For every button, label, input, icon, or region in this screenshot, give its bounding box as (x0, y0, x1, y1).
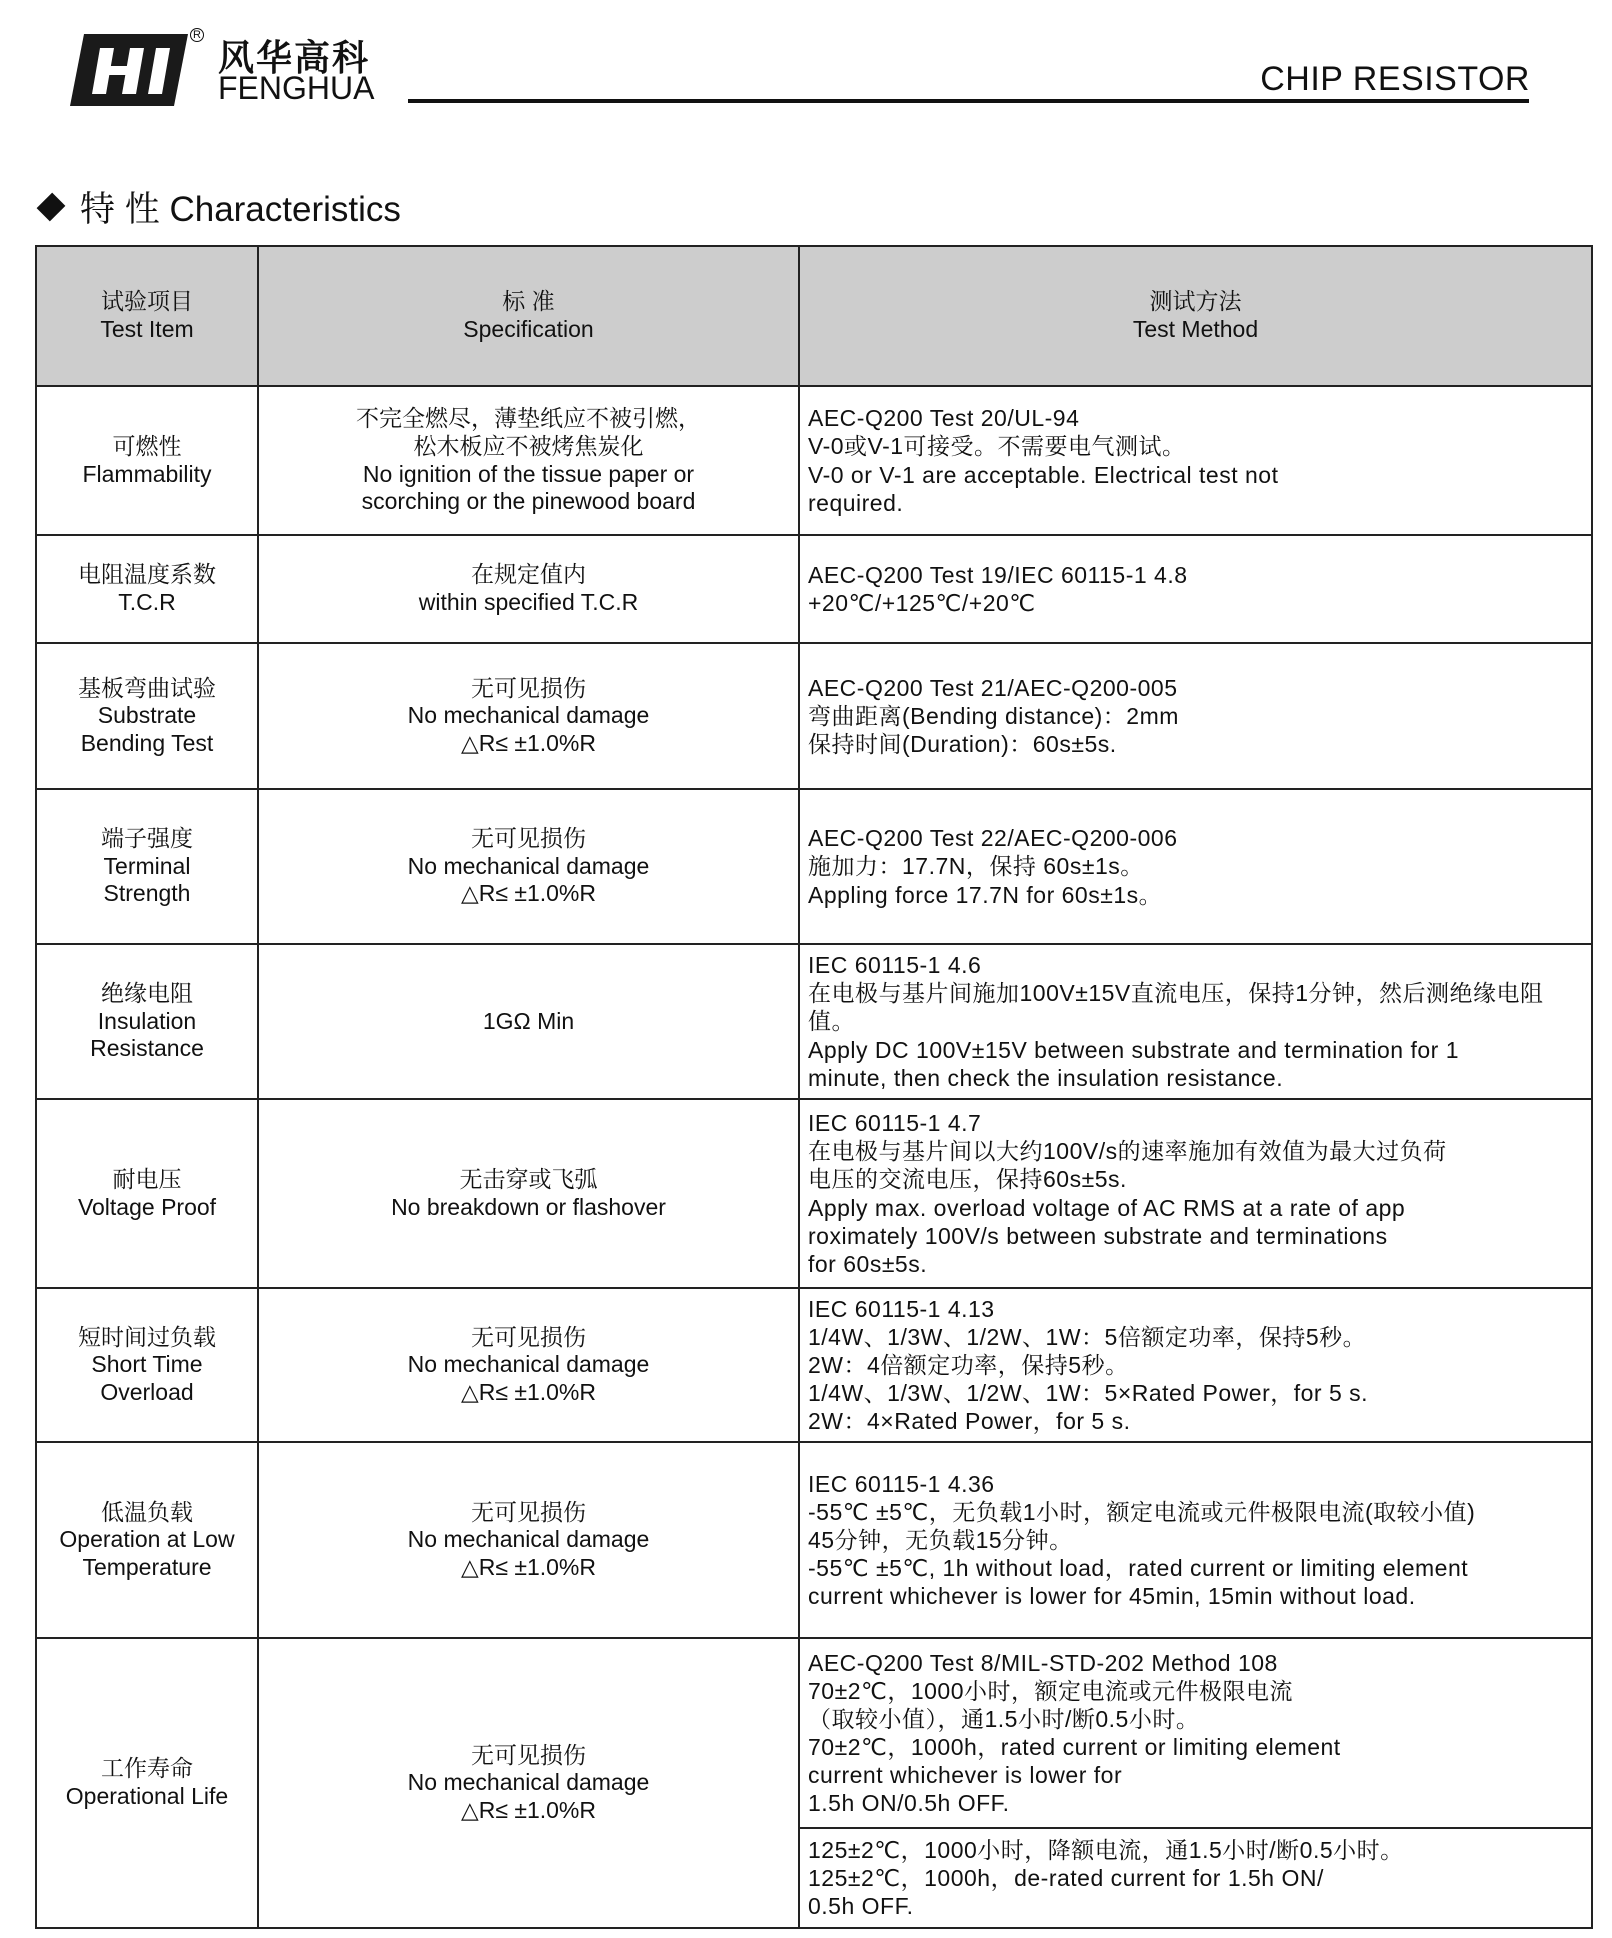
cell-line: Short Time (91, 1351, 203, 1378)
cell-line: 无可见损伤 (471, 674, 586, 701)
cell-line: 施加力：17.7N，保持 60s±1s。 (808, 853, 1144, 880)
test-method-cell (799, 1828, 1592, 1928)
cell-line: 无可见损伤 (471, 1498, 586, 1525)
diamond-bullet-icon (37, 193, 66, 222)
test-item-cell (36, 1288, 258, 1442)
cell-line: 2W：4倍额定功率，保持5秒。 (808, 1351, 1129, 1378)
fenghua-logo-mark-icon (70, 34, 188, 106)
test-method-cell (799, 789, 1592, 944)
test-item-cell (36, 944, 258, 1099)
cell-line: 工作寿命 (101, 1755, 193, 1782)
cell-line: Terminal (103, 852, 191, 879)
specification-cell (258, 386, 799, 535)
cell-line: 2W：4×Rated Power，for 5 s. (808, 1408, 1131, 1435)
cell-line: current whichever is lower for (808, 1762, 1123, 1789)
cell-line: IEC 60115-1 4.13 (808, 1295, 995, 1322)
cell-line: 可燃性 (112, 432, 182, 459)
test-method-cell (799, 386, 1592, 535)
cell-line: 短时间过负载 (78, 1323, 216, 1350)
fenghua-logo (70, 28, 400, 108)
table-row (36, 535, 1592, 643)
test-item-cell (36, 1099, 258, 1288)
cell-line: 0.5h OFF. (808, 1893, 914, 1920)
cell-line: T.C.R (118, 589, 176, 615)
column-header (799, 246, 1592, 386)
cell-line: △R≤ ±1.0%R (461, 1378, 596, 1405)
cell-line: Appling force 17.7N for 60s±1s。 (808, 881, 1163, 908)
cell-line: 电阻温度系数 (78, 561, 216, 588)
table-row (36, 944, 1592, 1099)
cell-line: AEC-Q200 Test 20/UL-94 (808, 405, 1080, 432)
cell-line: No mechanical damage (407, 1769, 650, 1796)
cell-line: 1/4W、1/3W、1/2W、1W：5倍额定功率，保持5秒。 (808, 1323, 1367, 1350)
cell-line: △R≤ ±1.0%R (461, 729, 596, 756)
specification-cell (258, 1099, 799, 1288)
cell-line: 在电极与基片间施加100V±15V直流电压，保持1分钟，然后测绝缘电阻值。 (808, 980, 1544, 1035)
table-row (36, 1099, 1592, 1288)
specification-cell (258, 789, 799, 944)
cell-line: 耐电压 (112, 1165, 182, 1192)
test-method-cell (799, 1288, 1592, 1442)
cell-line: Substrate (97, 702, 197, 729)
cell-line: for 60s±5s. (808, 1250, 928, 1277)
cell-line: 1/4W、1/3W、1/2W、1W：5×Rated Power，for 5 s. (808, 1380, 1369, 1407)
cell-line: current whichever is lower for 45min, 15min without load. (808, 1583, 1416, 1610)
cell-line: AEC-Q200 Test 21/AEC-Q200-005 (808, 674, 1178, 701)
cell-line: scorching or the pinewood board (361, 488, 696, 515)
cell-line: 70±2℃，1000小时，额定电流或元件极限电流 (808, 1677, 1293, 1704)
cell-line: V-0 or V-1 are acceptable. Electrical test not (808, 461, 1279, 488)
cell-line: 不完全燃尽，薄垫纸应不被引燃， (356, 405, 701, 432)
brand-name-cn: 风华高科 (218, 37, 371, 78)
brand-name-en: FENGHUA (218, 70, 375, 106)
cell-line: 低温负载 (101, 1498, 193, 1525)
column-header-en: Test Method (1132, 316, 1259, 342)
section-title: 特 性 Characteristics (80, 190, 401, 229)
cell-line: 在电极与基片间以大约100V/s的速率施加有效值为最大过负荷 (808, 1138, 1447, 1165)
column-header-en: Test Item (100, 316, 194, 342)
cell-line: No breakdown or flashover (391, 1193, 666, 1220)
test-item-cell (36, 643, 258, 789)
cell-line: Resistance (90, 1035, 204, 1062)
cell-line: No mechanical damage (407, 702, 650, 729)
cell-line: 1GΩ Min (482, 1007, 575, 1034)
document-title: CHIP RESISTOR (1260, 60, 1530, 98)
cell-line: V-0或V-1可接受。不需要电气测试。 (808, 433, 1186, 460)
section-heading (40, 182, 401, 232)
test-method-cell (799, 535, 1592, 643)
table-row (36, 1442, 1592, 1638)
cell-line: roximately 100V/s between substrate and terminations (808, 1222, 1388, 1249)
cell-line: 无可见损伤 (471, 1323, 586, 1350)
cell-line: 端子强度 (101, 825, 193, 852)
table-row (36, 1638, 1592, 1828)
cell-line: 125±2℃，1000h，de-rated current for 1.5h ON/ (808, 1864, 1324, 1891)
cell-line: 1.5h ON/0.5h OFF. (808, 1790, 1010, 1817)
cell-line: IEC 60115-1 4.7 (808, 1110, 982, 1137)
cell-line: AEC-Q200 Test 8/MIL-STD-202 Method 108 (808, 1649, 1278, 1676)
test-method-cell (799, 1099, 1592, 1288)
table-row (36, 789, 1592, 944)
cell-line: -55℃ ±5℃，无负载1小时，额定电流或元件极限电流(取较小值) (808, 1498, 1476, 1525)
cell-line: 松木板应不被烤焦炭化 (413, 432, 644, 459)
specification-cell (258, 643, 799, 789)
cell-line: 在规定值内 (471, 561, 586, 588)
test-item-cell (36, 535, 258, 643)
header-divider (408, 99, 1529, 103)
cell-line: Operation at Low (59, 1526, 235, 1553)
cell-line: Operational Life (65, 1783, 229, 1809)
test-item-cell (36, 386, 258, 535)
cell-line: required. (808, 489, 904, 516)
test-method-cell (799, 1442, 1592, 1638)
registered-mark: R (190, 28, 204, 42)
cell-line: 弯曲距离(Bending distance)：2mm (808, 702, 1179, 729)
cell-line: Temperature (82, 1553, 212, 1580)
test-method-cell (799, 944, 1592, 1099)
cell-line: No ignition of the tissue paper or (362, 460, 695, 487)
test-item-cell (36, 1442, 258, 1638)
test-method-cell (799, 1638, 1592, 1828)
cell-line: 电压的交流电压，保持60s±5s. (808, 1166, 1127, 1193)
cell-line: -55℃ ±5℃, 1h without load，rated current or limiting element (808, 1555, 1469, 1582)
cell-line: 绝缘电阻 (101, 980, 193, 1007)
cell-line: （取较小值），通1.5小时/断0.5小时。 (808, 1705, 1200, 1732)
cell-line: 无可见损伤 (471, 825, 586, 852)
cell-line: 基板弯曲试验 (78, 674, 216, 701)
characteristics-table (35, 245, 1593, 1929)
cell-line: No mechanical damage (407, 852, 650, 879)
cell-line: No mechanical damage (407, 1526, 650, 1553)
cell-line: Strength (103, 880, 191, 907)
column-header-en: Specification (463, 316, 594, 342)
cell-line: Apply DC 100V±15V between substrate and termination for 1 (808, 1036, 1459, 1063)
cell-line: △R≤ ±1.0%R (461, 880, 596, 907)
cell-line: Bending Test (80, 729, 214, 756)
cell-line: IEC 60115-1 4.36 (808, 1470, 995, 1497)
cell-line: Insulation (97, 1007, 197, 1034)
column-header-cn: 标 准 (502, 288, 555, 315)
cell-line: IEC 60115-1 4.6 (808, 952, 982, 979)
table-row (36, 643, 1592, 789)
cell-line: Apply max. overload voltage of AC RMS at a rate of app (808, 1194, 1406, 1221)
cell-line: AEC-Q200 Test 19/IEC 60115-1 4.8 (808, 561, 1188, 588)
cell-line: Voltage Proof (77, 1193, 217, 1220)
table-row (36, 386, 1592, 535)
specification-cell (258, 1638, 799, 1928)
cell-line: No mechanical damage (407, 1351, 650, 1378)
specification-cell (258, 1288, 799, 1442)
cell-line: △R≤ ±1.0%R (461, 1796, 596, 1823)
column-header (36, 246, 258, 386)
column-header-cn: 测试方法 (1149, 288, 1242, 315)
cell-line: within specified T.C.R (418, 589, 639, 615)
cell-line: minute, then check the insulation resistance. (808, 1064, 1284, 1091)
cell-line: △R≤ ±1.0%R (461, 1553, 596, 1580)
specification-cell (258, 944, 799, 1099)
cell-line: Overload (100, 1378, 194, 1405)
specification-cell (258, 1442, 799, 1638)
cell-line: 无可见损伤 (471, 1741, 586, 1768)
cell-line: +20℃/+125℃/+20℃ (808, 590, 1036, 616)
table-header-row (36, 246, 1592, 386)
cell-line: Flammability (82, 460, 212, 487)
cell-line: 125±2℃，1000小时，降额电流，通1.5小时/断0.5小时。 (808, 1836, 1404, 1863)
table-row (36, 1288, 1592, 1442)
test-method-cell (799, 643, 1592, 789)
cell-line: 70±2℃，1000h，rated current or limiting element (808, 1734, 1341, 1760)
column-header (258, 246, 799, 386)
test-item-cell (36, 1638, 258, 1928)
specification-cell (258, 535, 799, 643)
cell-line: 保持时间(Duration)：60s±5s. (808, 731, 1117, 758)
cell-line: AEC-Q200 Test 22/AEC-Q200-006 (808, 825, 1178, 852)
cell-line: 无击穿或飞弧 (459, 1165, 598, 1192)
test-item-cell (36, 789, 258, 944)
column-header-cn: 试验项目 (101, 288, 193, 315)
cell-line: 45分钟，无负载15分钟。 (808, 1526, 1073, 1553)
